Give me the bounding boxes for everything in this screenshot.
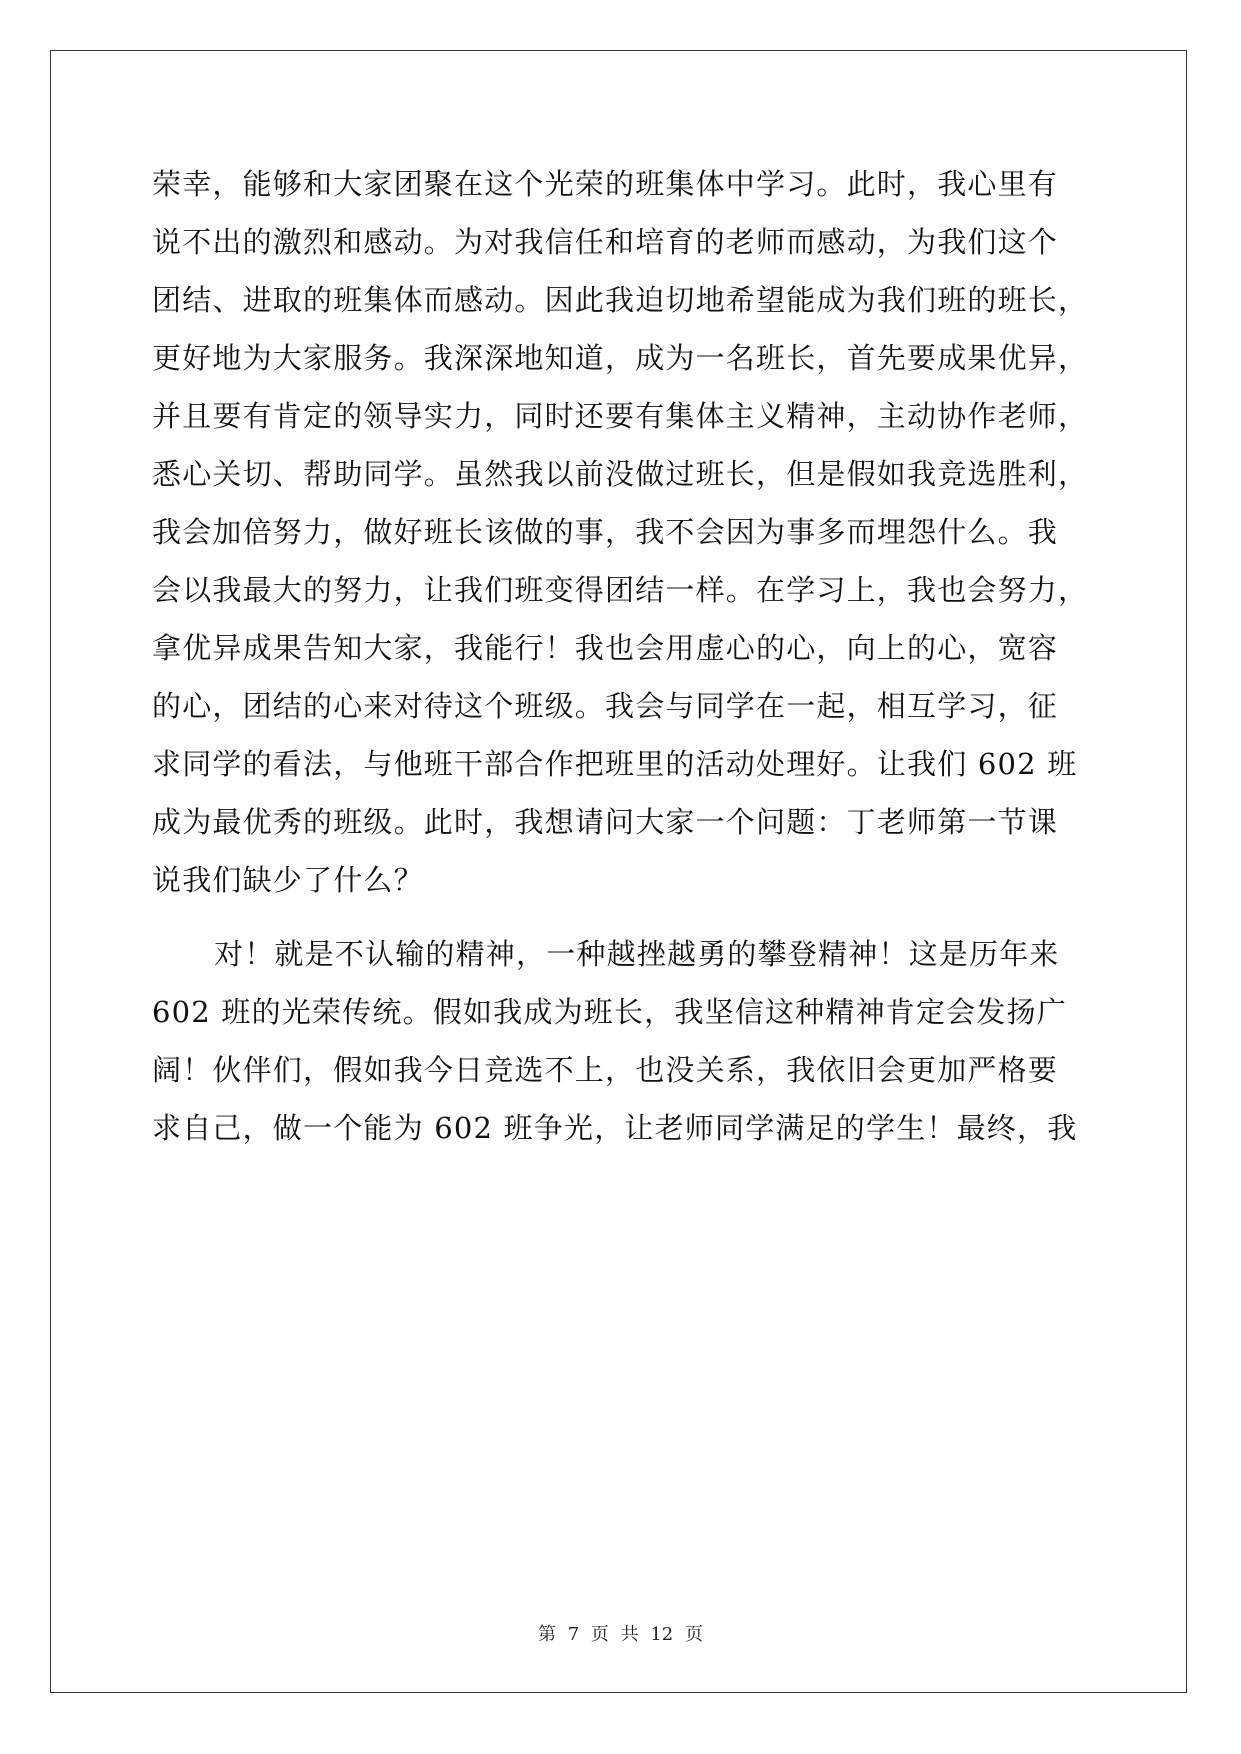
paragraph-1: [152, 155, 1098, 909]
text-line: 求自己，做一个能为 602 班争光，让老师同学满足的学生！最终，我: [152, 1111, 1078, 1145]
text-line: 求同学的看法，与他班干部合作把班里的活动处理好。让我们 602 班: [152, 747, 1078, 781]
document-body: [152, 155, 1098, 1157]
text-line: 团结、进取的班集体而感动。因此我迫切地希望能成为我们班的班长，: [152, 283, 1089, 317]
paragraph-2: [152, 925, 1098, 1157]
text-line: 的心，团结的心来对待这个班级。我会与同学在一起，相互学习，征: [152, 689, 1059, 723]
text-line: 荣幸，能够和大家团聚在这个光荣的班集体中学习。此时，我心里有: [152, 167, 1059, 201]
text-line: 说不出的激烈和感动。为对我信任和培育的老师而感动，为我们这个: [152, 225, 1059, 259]
page-footer: 第 7 页 共 12 页: [538, 1624, 703, 1645]
text-line: 会以我最大的努力，让我们班变得团结一样。在学习上，我也会努力，: [152, 573, 1089, 607]
text-line: 成为最优秀的班级。此时，我想请问大家一个问题：丁老师第一节课: [152, 805, 1059, 839]
paragraph-gap: [152, 909, 1098, 925]
text-line: 阔！伙伴们，假如我今日竞选不上，也没关系，我依旧会更加严格要: [152, 1053, 1059, 1087]
text-line: 悉心关切、帮助同学。虽然我以前没做过班长，但是假如我竞选胜利，: [152, 457, 1089, 491]
text-line: 602 班的光荣传统。假如我成为班长，我坚信这种精神肯定会发扬广: [152, 995, 1067, 1029]
text-line: 拿优异成果告知大家，我能行！我也会用虚心的心，向上的心，宽容: [152, 631, 1059, 665]
text-line: 并且要有肯定的领导实力，同时还要有集体主义精神，主动协作老师，: [152, 399, 1089, 433]
text-line: 更好地为大家服务。我深深地知道，成为一名班长，首先要成果优异，: [152, 341, 1089, 375]
text-line: 我会加倍努力，做好班长该做的事，我不会因为事多而埋怨什么。我: [152, 515, 1059, 549]
text-line: 说我们缺少了什么？: [152, 863, 424, 897]
text-line: 对！就是不认输的精神，一种越挫越勇的攀登精神！这是历年来: [214, 937, 1060, 971]
